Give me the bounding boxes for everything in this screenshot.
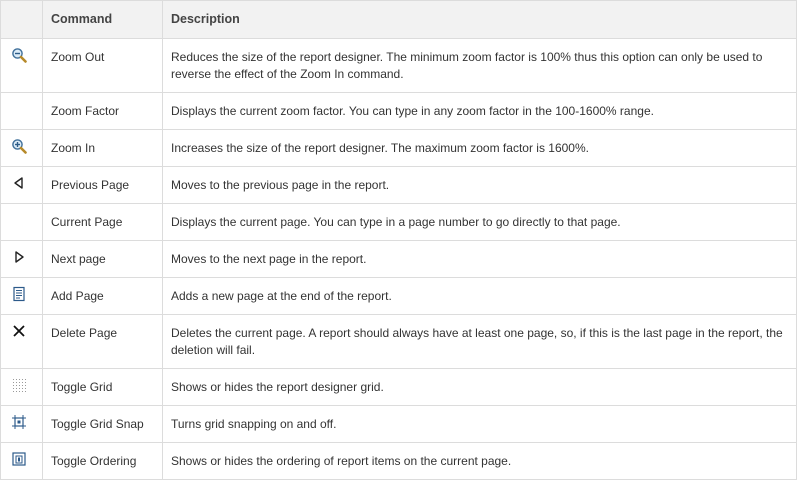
command-description: Shows or hides the report designer grid. xyxy=(163,369,797,406)
command-description: Displays the current zoom factor. You can type in any zoom factor in the 100-1600% range. xyxy=(163,93,797,130)
table-row xyxy=(1,315,797,369)
delete-page-icon xyxy=(11,323,27,339)
toggle-ordering-icon xyxy=(11,451,27,467)
table-row xyxy=(1,369,797,406)
command-description: Turns grid snapping on and off. xyxy=(163,406,797,443)
header-command: Command xyxy=(43,1,163,39)
command-name: Toggle Ordering xyxy=(43,443,163,480)
command-name: Previous Page xyxy=(43,167,163,204)
command-description: Moves to the next page in the report. xyxy=(163,241,797,278)
command-description: Moves to the previous page in the report. xyxy=(163,167,797,204)
table-row xyxy=(1,167,797,204)
command-name: Add Page xyxy=(43,278,163,315)
toggle-grid-snap-icon xyxy=(11,414,27,430)
table-row xyxy=(1,406,797,443)
zoom-in-icon xyxy=(11,138,27,154)
table-row xyxy=(1,39,797,93)
command-name: Zoom In xyxy=(43,130,163,167)
command-description: Deletes the current page. A report should always have at least one page, so, if this is the last page in the report, the deletion will fail. xyxy=(163,315,797,369)
table-row xyxy=(1,93,797,130)
command-name: Delete Page xyxy=(43,315,163,369)
command-name: Next page xyxy=(43,241,163,278)
table-row xyxy=(1,130,797,167)
command-description: Reduces the size of the report designer. The minimum zoom factor is 100% thus this option can only be used to reverse the effect of the Zoom In command. xyxy=(163,39,797,93)
command-description: Increases the size of the report designer. The maximum zoom factor is 1600%. xyxy=(163,130,797,167)
header-icon xyxy=(1,1,43,39)
command-description: Displays the current page. You can type in a page number to go directly to that page. xyxy=(163,204,797,241)
table-row xyxy=(1,443,797,480)
next-page-icon xyxy=(11,249,27,265)
command-name: Zoom Out xyxy=(43,39,163,93)
header-description: Description xyxy=(163,1,797,39)
toggle-grid-icon xyxy=(11,377,27,393)
command-name: Zoom Factor xyxy=(43,93,163,130)
table-row xyxy=(1,241,797,278)
add-page-icon xyxy=(11,286,27,302)
table-row xyxy=(1,278,797,315)
table-header-row xyxy=(1,1,797,39)
command-description: Adds a new page at the end of the report. xyxy=(163,278,797,315)
table-row xyxy=(1,204,797,241)
command-name: Toggle Grid xyxy=(43,369,163,406)
command-description: Shows or hides the ordering of report items on the current page. xyxy=(163,443,797,480)
command-name: Current Page xyxy=(43,204,163,241)
previous-page-icon xyxy=(11,175,27,191)
zoom-out-icon xyxy=(11,47,27,63)
command-name: Toggle Grid Snap xyxy=(43,406,163,443)
